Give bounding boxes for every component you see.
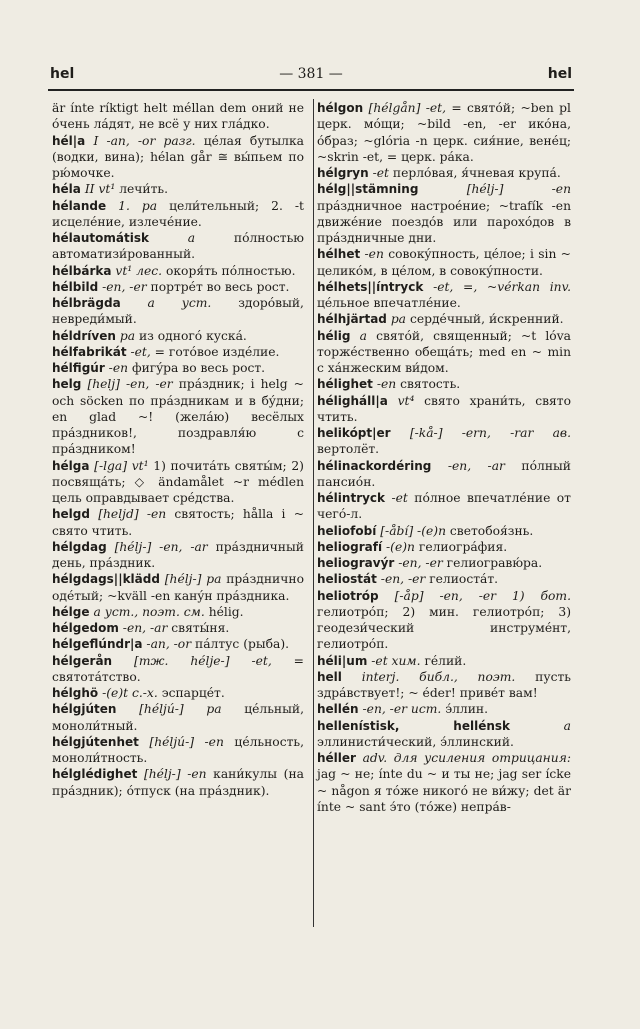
headword: héla: [52, 182, 81, 197]
dictionary-entry: [52, 734, 304, 767]
header-left-guideword: hel: [50, 66, 75, 82]
headword: hélgon: [317, 101, 364, 115]
dictionary-entry: [52, 571, 304, 604]
definition: святы́ня.: [171, 621, 230, 635]
headword: helg: [52, 377, 82, 392]
grammar-note: [hélj-] -en: [466, 182, 571, 197]
headword: heliografí: [317, 539, 383, 554]
dictionary-entry: [52, 295, 304, 328]
definition: здорóвый, невреди́мый.: [52, 296, 304, 327]
definition: э́ллин.: [445, 702, 489, 717]
dictionary-entry: [52, 100, 304, 133]
definition: святость; hålla i ~ свято чтить.: [52, 507, 304, 538]
dictionary-entry: [317, 653, 571, 669]
headword: hélgerån: [52, 653, 113, 668]
column-divider: [313, 99, 314, 927]
definition: святотáтство.: [52, 669, 141, 684]
definition: из одногó кускá.: [138, 328, 247, 343]
definition: пóлный пансиóн.: [317, 458, 571, 489]
definition: фигýра во весь рост.: [131, 361, 266, 375]
definition: гелиогравю́ра.: [446, 556, 543, 570]
grammar-note: [héljú-] pa: [139, 702, 222, 717]
definition: светобоя́знь.: [449, 523, 534, 538]
headword: hell: [317, 669, 342, 684]
definition: свято храни́ть, свято чтить.: [317, 393, 571, 424]
headword: hélhet: [317, 247, 361, 262]
grammar-note: vt¹ лес.: [115, 263, 163, 278]
grammar-note: [-åbí] -(e)n: [380, 523, 446, 538]
headword: hellenístisk, hellénsk: [317, 718, 510, 733]
grammar-note: [-lga] vt¹: [94, 458, 149, 473]
dictionary-entry: [52, 636, 304, 652]
headword: hélfabrikát: [52, 344, 127, 359]
definition: jag ~ не; ínte du ~ и ты не; jag ser ícke ~ någon я тóже никогó не ви́жу; det är ínte ~ sant э́то (тóже) непрáв-: [317, 767, 571, 814]
headword: heliotróp: [317, 588, 379, 603]
definition: прáзднично одéтый; ~kväll -en канýн прáздника.: [52, 572, 304, 603]
headword: hélgedom: [52, 621, 119, 635]
dictionary-entry: [317, 311, 571, 327]
dictionary-entry: [317, 425, 571, 458]
definition: окоря́ть пóлностью.: [165, 263, 296, 278]
dictionary-entry: [52, 360, 304, 376]
grammar-note: [-kå-] -ern, -rar ав.: [409, 426, 571, 440]
dictionary-entry: [52, 344, 304, 360]
headword: hélbild: [52, 279, 99, 294]
definition: пáлтус (рыба).: [195, 637, 290, 652]
grammar-note: a: [187, 231, 196, 245]
grammar-note: [тж. hélje-] -et, =: [134, 653, 304, 668]
running-header: [50, 64, 572, 86]
grammar-note: vt⁴: [397, 393, 415, 408]
grammar-note: adv. для усиления отрицания:: [362, 751, 571, 765]
dictionary-entry: [317, 718, 571, 751]
headword: hellén: [317, 702, 359, 717]
definition: пусть здрáвствует!; ~ éder! привéт вам!: [317, 669, 571, 700]
dictionary-entry: [52, 198, 304, 231]
dictionary-entry: [317, 539, 571, 555]
grammar-note: -et: [372, 166, 389, 180]
dictionary-entry: [52, 328, 304, 344]
dictionary-entry: [52, 539, 304, 572]
headword: hélgryn: [317, 166, 369, 180]
headword: hélintryck: [317, 491, 386, 505]
definition: святóй, священный; ~t lóva торжéственно обещáть; med en ~ min с хáнжеским ви́дом.: [317, 328, 571, 375]
definition: готóвое издéлие.: [168, 344, 280, 359]
definition: цéлая бутылка (водки, вина); hélan går ≅ вы́пьем по рю́мочке.: [52, 133, 304, 180]
headword: hélbrägda: [52, 296, 121, 310]
definition: пóлностью автоматизи́рованный.: [52, 231, 304, 262]
headword: hélfigúr: [52, 361, 105, 375]
dictionary-entry: [317, 246, 571, 279]
grammar-note: [héljú-] -en: [149, 734, 224, 749]
definition: сердéчный, и́скренний.: [409, 312, 564, 327]
headword: héldríven: [52, 328, 116, 343]
headword: héligháll|a: [317, 393, 388, 408]
definition: совокýпность, цéлое; i sin ~ целикóм, в цéлом, в совокýпности.: [317, 247, 571, 278]
definition: святóй; ~ben pl церк. мóщи; ~bild -en, -er икóна, óбраз; ~glória -n церк. сия́ние, венéц; ~skrin -et, = церк. рáка.: [317, 101, 571, 164]
headword: hélgdags||klädd: [52, 572, 160, 587]
definition: эспарцéт.: [161, 686, 225, 700]
grammar-note: -et: [391, 491, 408, 505]
headword: héli|um: [317, 653, 368, 668]
grammar-note: 1. pa: [118, 198, 158, 213]
definition: гéлий.: [424, 653, 467, 668]
grammar-note: [-åp] -en, -er 1) бот.: [394, 588, 571, 603]
grammar-note: pa: [119, 328, 136, 343]
dictionary-entry: [52, 506, 304, 539]
grammar-note: -et, =, ~vérkan inv.: [433, 279, 571, 294]
grammar-note: -an, -or: [146, 637, 192, 652]
grammar-note: [heljd] -en: [98, 507, 167, 522]
dictionary-entry: [317, 279, 571, 312]
grammar-note: -en: [364, 247, 384, 262]
dictionary-entry: [317, 750, 571, 815]
dictionary-entry: [52, 181, 304, 197]
dictionary-entry: [52, 685, 304, 701]
dictionary-entry: [317, 458, 571, 491]
headword: hélgeflúndr|a: [52, 637, 143, 652]
definition: hélig.: [208, 604, 244, 619]
dictionary-entry: [52, 604, 304, 620]
dictionary-entry: [317, 328, 571, 377]
dictionary-entry: [52, 620, 304, 636]
page-number: — 381 —: [279, 66, 343, 82]
definition: цели́тельный; 2. -t исцелéние, излечéние.: [52, 198, 304, 229]
headword: hélge: [52, 604, 90, 619]
grammar-note: [hélj-] -en, -ar: [114, 539, 208, 554]
definition: портрéт во весь рост.: [150, 279, 290, 294]
definition: пóлное впечатлéние от чегó-л.: [317, 491, 571, 522]
grammar-note: -en, -er: [102, 279, 147, 294]
grammar-note: [hélj-] pa: [164, 572, 222, 587]
definition: лечи́ть.: [119, 182, 169, 197]
headword: hélgjútenhet: [52, 734, 139, 749]
dictionary-entry: [317, 571, 571, 587]
dictionary-entry: [317, 555, 571, 571]
headword: hélhets||íntryck: [317, 279, 424, 294]
definition: цéльное впечатлéние.: [317, 296, 461, 310]
headword: hél|a: [52, 133, 86, 148]
headword: hélghö: [52, 686, 99, 700]
definition: вертолёт.: [317, 442, 380, 457]
headword: helgd: [52, 507, 90, 522]
dictionary-entry: [317, 588, 571, 653]
dictionary-entry: [52, 653, 304, 686]
headword: hélighet: [317, 377, 373, 392]
dictionary-entry: [317, 181, 571, 246]
grammar-note: I -an, -or разг.: [93, 133, 196, 148]
headword: hélhjärtad: [317, 312, 387, 327]
grammar-note: [hélj-] -en: [143, 767, 207, 782]
definition: кани́кулы (на прáздник); óтпуск (на прáздник).: [52, 767, 304, 798]
grammar-note: -en, -er: [398, 556, 443, 570]
definition: прáздничный день, прáздник.: [52, 539, 304, 570]
grammar-note: -et, =: [130, 344, 165, 359]
definition: гелиогрáфия.: [418, 539, 508, 554]
grammar-note: II vt¹: [84, 182, 116, 197]
grammar-note: -en: [108, 361, 129, 375]
definition: цéльность, моноли́тность.: [52, 734, 304, 765]
grammar-note: a уст.: [147, 296, 212, 310]
grammar-note: -(e)t с.-х.: [102, 686, 158, 700]
dictionary-entry: [52, 230, 304, 263]
grammar-note: -en, -ar: [447, 458, 505, 473]
grammar-note: a: [359, 328, 367, 343]
definition: эллинисти́ческий, э́ллинский.: [317, 734, 514, 749]
grammar-note: [hélgån] -et, =: [368, 101, 462, 115]
definition: прáздник; i helg ~ och söcken по прáздникам и в бýдни; en glad ~! (желáю) весёлых прáздников!, поздравля́ю с прáздником!: [52, 377, 304, 457]
definition: 1) почитáть святы́м; 2) посвящáть; ◇ ändamålet ~r médlen цель оправдывает срéдства.: [52, 458, 304, 505]
headword: hélgdag: [52, 539, 107, 554]
grammar-note: -en, -ar: [122, 621, 168, 635]
headword: hélande: [52, 198, 107, 213]
headword: heliofobí: [317, 523, 377, 538]
headword: helikópt|er: [317, 426, 391, 440]
dictionary-entry: [317, 669, 571, 702]
definition: прáздничное настроéние; ~trafík -en движéние поездóв или парохóдов в прáздничные дни.: [317, 198, 571, 245]
dictionary-entry: [52, 376, 304, 457]
definition: гелиостáт.: [429, 572, 499, 587]
dictionary-entry: [52, 458, 304, 507]
header-right-guideword: hel: [547, 66, 572, 82]
definition: перлóвая, я́чневая крупá.: [392, 166, 561, 180]
dictionary-entry: [317, 100, 571, 165]
left-column: [52, 100, 304, 799]
dictionary-entry: [317, 376, 571, 392]
headword: hélbárka: [52, 263, 112, 278]
definition: святость.: [400, 377, 461, 392]
dictionary-entry: [317, 490, 571, 523]
headword: hélautomátisk: [52, 231, 149, 245]
grammar-note: [helj] -en, -er: [87, 377, 173, 392]
grammar-note: -(e)n: [386, 539, 415, 554]
grammar-note: -en: [376, 377, 397, 392]
grammar-note: -en, -er: [380, 572, 426, 587]
dictionary-entry: [317, 393, 571, 426]
definition: цéльный, моноли́тный.: [52, 702, 304, 733]
headword: heliogravýr: [317, 556, 395, 570]
headword: héller: [317, 751, 356, 765]
dictionary-entry: [317, 523, 571, 539]
dictionary-entry: [52, 263, 304, 279]
grammar-note: -et хим.: [371, 653, 421, 668]
grammar-note: pa: [390, 312, 407, 327]
headword: hélga: [52, 458, 90, 473]
headword: hélinackordéring: [317, 458, 432, 473]
headword: hélglédighet: [52, 767, 138, 782]
dictionary-entry: [317, 701, 571, 717]
grammar-note: -en, -er ист.: [362, 702, 442, 717]
dictionary-entry: [52, 279, 304, 295]
header-rule: [48, 89, 574, 91]
definition: гелиотрóп; 2) мин. гелиотрóп; 3) геодези́ческий инструмéнт, гелиотрóп.: [317, 604, 571, 652]
headword: hélg||stämning: [317, 182, 419, 197]
dictionary-entry: [52, 133, 304, 182]
headword: heliostát: [317, 572, 377, 587]
grammar-note: interj. библ., поэт.: [361, 669, 516, 684]
headword: hélig: [317, 328, 351, 343]
dictionary-entry: [317, 165, 571, 181]
grammar-note: a уст., поэт. см.: [93, 604, 205, 619]
dictionary-entry: [52, 766, 304, 799]
right-column: [317, 100, 571, 815]
grammar-note: a: [563, 718, 571, 733]
headword: hélgjúten: [52, 702, 117, 717]
dictionary-entry: [52, 701, 304, 734]
definition: är ínte ríktigt helt méllan dem оний не óчень лáдят, не всё у них глáдко.: [52, 101, 304, 132]
